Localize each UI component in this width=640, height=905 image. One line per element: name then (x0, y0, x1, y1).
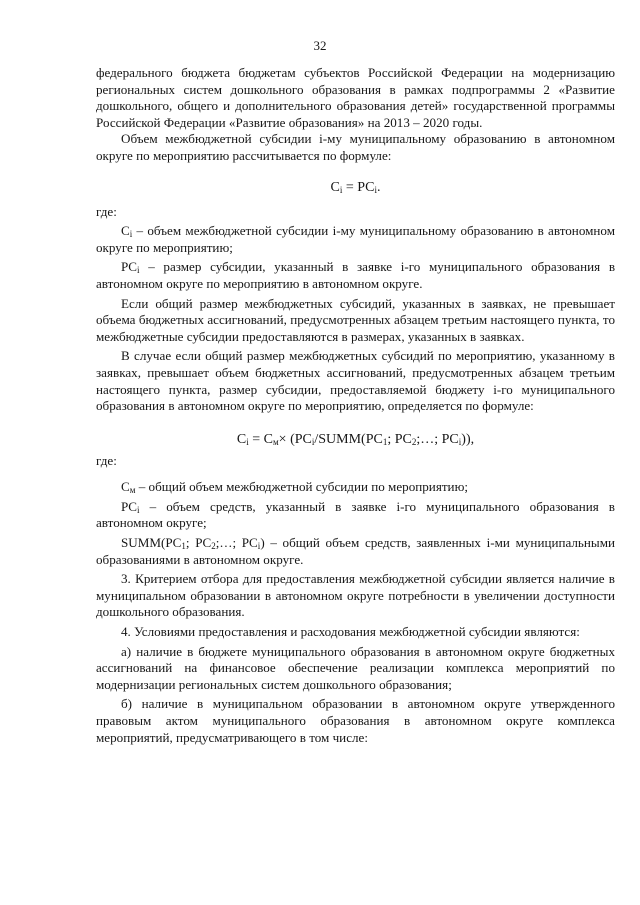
paragraph-if-exceeds: В случае если общий размер межбюджетных субсидий по мероприятию, указанному в заявках, превышает объем бюджетных ассигнований, предусмотренных абзацем третьим настоящего пункта, размер субсидии, предоставляемой бюджету i-го муниципального образования в автономном округе по мероприятию, определяется по формуле: (96, 348, 615, 414)
where-label-2: где: (96, 452, 117, 468)
where-label-1: где: (96, 203, 117, 219)
item-4a: а) наличие в бюджете муниципального образования в автономном округе бюджетных ассигнований на финансовое обеспечение реализации комплекса мероприятий по модернизации региональных систем дошкольного образования; (96, 643, 615, 692)
page-number: 32 (313, 38, 327, 53)
definition-ci: $C_i$ – объем межбюджетной субсидии i-му муниципальному образованию в автономном округе по мероприятию; (96, 223, 615, 255)
paragraph-if-not-exceeds: Если общий размер межбюджетных субсидий, указанных в заявках, не превышает объема бюджетных ассигнований, предусмотренных абзацем третьим настоящего пункта, то межбюджетные субсидии предоставляются в размерах, указанных в заявках. (96, 295, 615, 344)
definition-pci: $PC_i$ – размер субсидии, указанный в заявке i-го муниципального образования в автономном округе по мероприятию в автономном округе. (96, 259, 615, 291)
intro-paragraph-2: Объем межбюджетной субсидии i-му муниципальному образованию в автономном округе по мероприятию рассчитывается по формуле: (96, 131, 615, 163)
definition-cm: $C_м$ – общий объем межбюджетной субсидии по мероприятию; (121, 479, 468, 496)
document-body (96, 65, 615, 746)
definition-summ: $SUMM(PC_1$; $PC_2;\dots$; $PC_i$) – общий объем средств, заявленных i-ми муниципальными образованиями в автономном округе. (96, 535, 615, 567)
intro-paragraph-1: федерального бюджета бюджетам субъектов Российской Федерации на модернизацию региональных систем дошкольного образования в рамках подпрограммы 2 «Развитие дошкольного, общего и дополнительного образования детей» государственной программы Российской Федерации «Развитие образования» на 2013 – 2020 годы. (96, 65, 615, 130)
formula-proportional: $C_i = C_м\times$ ($PC_i/SUMM(PC_1$; $PC_2;\dots$; $PC_i$)), (236, 431, 475, 447)
item-3-criterion: 3. Критерием отбора для предоставления межбюджетной субсидии является наличие в муниципальном образовании в автономном округе потребности в увеличении доступности дошкольного образования. (96, 571, 615, 620)
definition-pci-2: $PC_i$ – объем средств, указанный в заявке i-го муниципального образования в автономном округе; (96, 498, 615, 531)
item-4b: б) наличие в муниципальном образовании в автономном округе утвержденного правовым актом муниципального образования в автономном округе комплекса мероприятий, предусматривающего в том числе: (96, 696, 615, 745)
item-4-conditions: 4. Условиями предоставления и расходования межбюджетной субсидии являются: (121, 624, 580, 640)
formula-basic: $C_i = PC_i$. (330, 179, 381, 195)
